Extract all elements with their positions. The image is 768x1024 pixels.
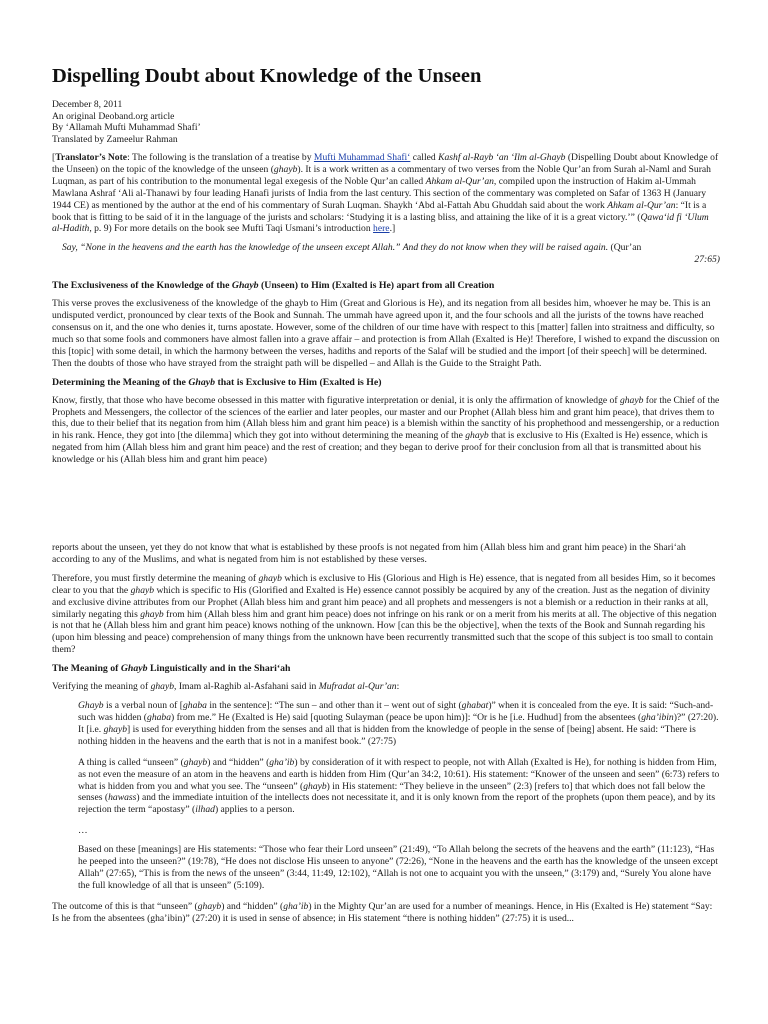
translators-note: [Translator’s Note: The following is the translation of a treatise by Mufti Muhammad Shafi‘ called Kashf al-Rayb ‘an ‘Ilm al-Ghayb (Dispelling Doubt about Knowledge of the Unseen) on the topic of the knowledge of the unseen (ghayb). It is a work written as a commentary of two verses from the Noble Qur’an from Surah al-Naml and Surah Luqman, as part of his contribution to the monumental legal exegesis of the Noble Qur’an called Ahkam al-Qur’an, compiled upon the instruction of Hakim al-Ummah Mawlana Ashraf ‘Ali al-Thanawi by four leading Hanafi jurists of India from the last century. This section of the commentary was completed on Safar of 1363 H (January 1944 CE) as mentioned by the author at the end of his commentary of Surah Luqman. Shaykh ‘Abd al-Fattah Abu Ghuddah said about the work Ahkam al-Qur’an: “It is a book that is fitting to be said of it in the language of the jurists and scholars: ‘Studying it is a lasting bliss, and attaining the like of it is a great victory.’” (Qawa‘id fi ‘Ulum al-Hadith, p. 9) For more details on the book see Mufti Taqi Usmani’s introduction here.] bbox=[52, 152, 719, 235]
heading-determining: Determining the Meaning of the Ghayb that is Exclusive to Him (Exalted is He) bbox=[52, 376, 382, 388]
heading-exclusiveness: The Exclusiveness of the Knowledge of the Ghayb (Unseen) to Him (Exalted is He) apart from all Creation bbox=[52, 280, 495, 292]
raghib-quote bbox=[78, 700, 720, 816]
quote-ellipsis: … bbox=[78, 825, 88, 837]
paragraph-verifying: Verifying the meaning of ghayb, Imam al-Raghib al-Asfahani said in Mufradat al-Qur’an: bbox=[52, 681, 400, 693]
article-date: December 8, 2011 bbox=[52, 99, 123, 110]
paragraph-therefore: Therefore, you must firstly determine the meaning of ghayb which is exclusive to His (Glorious and High is He) essence, that is negated from all besides Him, so it becomes clear to you that the ghayb which is specific to His (Glorified and Exalted is He) essence cannot possibly be acquired by any of the creation. Just as the negation of divinity and exclusive divine attributes from our Prophet (Allah bless him and grant him peace) and all prophets and messengers is not a blemish or a reduction in their ranks at all, similarly negating this ghayb from him (Allah bless him and grant him peace) does not infringe on his rank or on a merit from his merits at all. The objective of this negation is not that he (Allah bless him and grant him peace) knows nothing of the unknown. How [can this be the objective], when the texts of the Book and Sunnah regarding his (upon him blessing and peace) comprehension of many things from the unknown have been recurrently transmitted such that the scope of this subject is too small to contain them? bbox=[52, 572, 717, 656]
introduction-link[interactable]: here bbox=[373, 223, 390, 235]
article-title: Dispelling Doubt about Knowledge of the Unseen bbox=[52, 65, 482, 87]
paragraph-reports: reports about the unseen, yet they do not know that what is established by these proofs is not negated from him (Allah bless him and grant him peace) in the Shari‘ah according to any of the Muslims, and what is negated from him is not established by these verses. bbox=[52, 542, 686, 565]
blank-gap bbox=[52, 473, 720, 542]
verse-quote: Say, “None in the heavens and the earth has the knowledge of the unseen except Allah.” And they do not know when they will be raised again. (Qur’an 27:65) bbox=[62, 242, 720, 266]
article-translator: Translated by Zameelur Rahman bbox=[52, 133, 178, 145]
paragraph-know: Know, firstly, that those who have become obsessed in this matter with figurative interpretation or denial, it is only the affirmation of knowledge of ghayb for the Chief of the Prophets and Messengers, the collector of the sciences of the earlier and later peoples, our master and our Prophet (Allah bless him and grant him peace), that drives them to this, due to their belief that its negation from him (Allah bless him and grant him peace) is a blemish within the sanctity of his prophethood and messengership, or a reduction in his rank. Hence, they got into [the dilemma] which they got into without determining the meaning of the ghayb that is exclusive to His (Exalted is He) essence, which is negated from him (Allah bless him and grant him peace) and the rest of creation; and they began to derive proof for their conclusion from all that is transmitted about his knowledge or his (Allah bless him and grant him peace) bbox=[52, 394, 720, 466]
note-label: Translator’s Note bbox=[55, 152, 128, 163]
paragraph-outcome: The outcome of this is that “unseen” (ghayb) and “hidden” (gha’ib) in the Mighty Qur’an are used for a number of meanings. Hence, in His (Exalted is He) statement “Say: Is he from the absentees (gha’ibin)” (27:20) it is used in sense of absence; in His statement “there is nothing hidden” (27:75) it is used... bbox=[52, 900, 713, 924]
quote-paragraph-1: Ghayb is a verbal noun of [ghaba in the sentence]: “The sun – and other than it – went out of sight (ghabat)” when it is concealed from the eye. It is said: “Such-and-such was hidden (ghaba) from me.” He (Exalted is He) said [quoting Sulayman (peace be upon him)]: “Or is he [i.e. Hudhud] from the absentees (gha’ibin)?” (27:20). It [i.e. ghayb] is used for everything hidden from the senses and all that is hidden from the knowledge of people in the sense of [being] absent. He said: “There is nothing hidden in the heavens and the earth that is not in a manifest book.” (27:75) bbox=[78, 700, 719, 747]
heading-meaning: The Meaning of Ghayb Linguistically and in the Shari‘ah bbox=[52, 663, 291, 675]
quote-paragraph-3: Based on these [meanings] are His statements: “Those who fear their Lord unseen” (21:49), “To Allah belong the secrets of the heavens and the earth” (11:123), “Has he peeped into the unseen?” (19:78), “He does not disclose His unseen to anyone” (72:26), “None in the heavens and the earth has the knowledge of the unseen except Allah” (27:65), “This is from the news of the unseen” (3:44, 11:49, 12:102), “Allah is not one to acquaint you with the unseen,” (3:179) and, “Surely You alone have the full knowledge of all that is unseen” (5:109). bbox=[78, 844, 718, 891]
quote-paragraph-2: A thing is called “unseen” (ghayb) and “hidden” (gha’ib) by consideration of it with respect to people, not with Allah (Exalted is He), for nothing is hidden from Him, as not even the measure of an atom in the heavens and earth is hidden from Him (Qur’an 34:2, 10:61). His statement: “Knower of the unseen and seen” (6:73) refers to what is hidden from you and what you see. The “unseen” (ghayb) in His statement: “They believe in the unseen” (2:3) [refers to] that which does not fall below the senses (hawass) and the immediate intuition of the intellects does not necessitate it, and it is only known from the report of the prophets (upon them peace), and by its rejection the term “apostasy” (ilhad) applies to a person. bbox=[78, 756, 720, 816]
article-source: An original Deoband.org article bbox=[52, 110, 175, 122]
paragraph-exclusiveness: This verse proves the exclusiveness of the knowledge of the ghayb to Him (Great and Glorious is He), and its negation from all besides him, whoever he may be. This is an undisputed verdict, pronounced by clear texts of the Book and Sunnah. The ummah have agreed upon it, and the four schools and all the jurists of the towns have reached consensus on it, and the one who denies it, turns apostate. However, some of the children of our time have with respect to this [matter] fallen into straitness and difficulty, so much so that some fools and commoners have almost fallen into a grave affair – and protection is from Allah (Exalted is He)! Therefore, I wished to expand the discussion on this [topic] with some detail, in which the harmony between the verses, hadiths and reports of the Salaf will be studied and the import [of their speech] will be determined. Then the doubts of those who have strayed from the straight path will be dispelled – and Allah is the Guide to the Straight Path. bbox=[52, 298, 720, 369]
article-meta bbox=[52, 99, 720, 145]
raghib-quote-continued bbox=[78, 844, 720, 892]
mufti-shafi-link[interactable]: Mufti Muhammad Shafi‘ bbox=[313, 152, 411, 163]
article bbox=[52, 64, 720, 932]
article-author: By ‘Allamah Mufti Muhammad Shafi’ bbox=[52, 122, 201, 133]
